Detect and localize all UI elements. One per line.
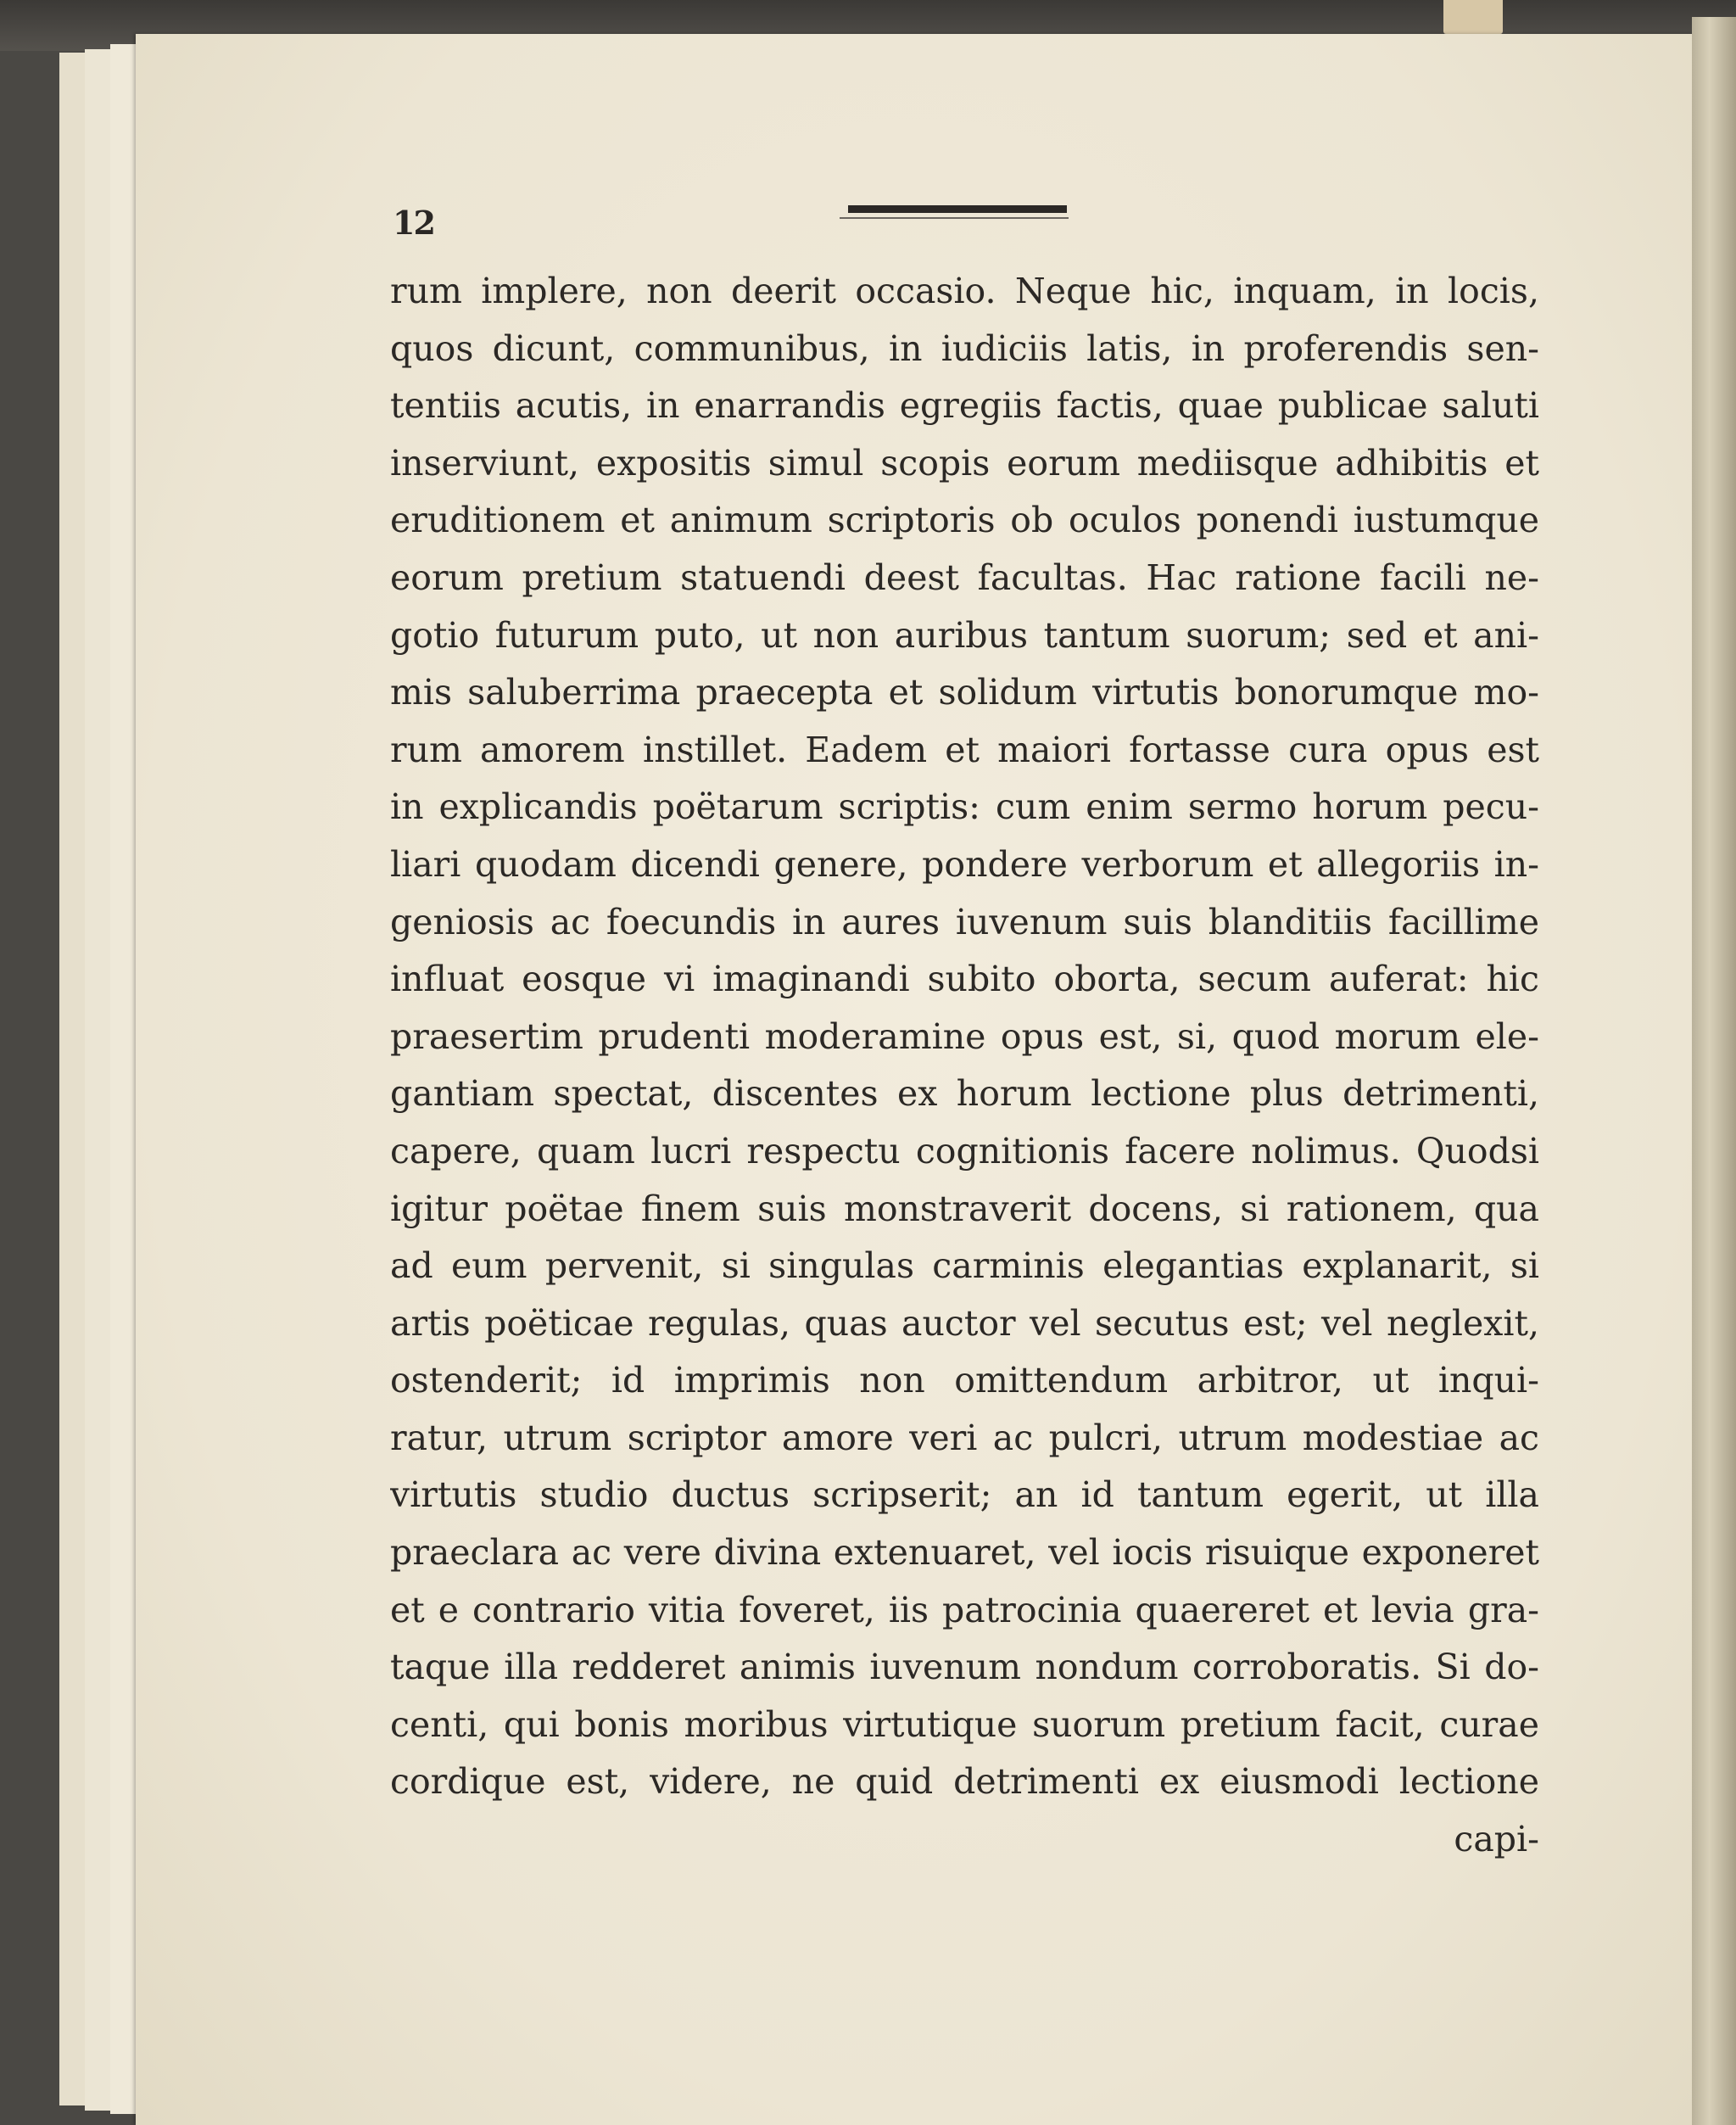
text-line: ad eum pervenit, si singulas carminis elegantias explanarit, si	[390, 1245, 1539, 1287]
paper-tab	[1443, 0, 1503, 34]
text-line: influat eosque vi imaginandi subito oborta, secum auferat: hic	[390, 959, 1539, 1000]
text-line: eorum pretium statuendi deest facultas. Hac ratione facili ne-	[390, 556, 1539, 598]
text-line: geniosis ac foecundis in aures iuvenum suis blanditiis facillime	[390, 901, 1539, 942]
text-line: centi, qui bonis moribus virtutique suorum pretium facit, curae	[390, 1703, 1539, 1745]
text-line: praeclara ac vere divina extenuaret, vel iocis risuique exponeret	[390, 1532, 1539, 1574]
text-line: rum amorem instillet. Eadem et maiori fortasse cura opus est	[390, 729, 1539, 770]
text-line: quos dicunt, communibus, in iudiciis latis, in proferendis sen-	[390, 327, 1539, 369]
text-line: cordique est, videre, ne quid detrimenti ex eiusmodi lectione	[390, 1761, 1539, 1803]
text-line: virtutis studio ductus scripserit; an id tantum egerit, ut illa	[390, 1474, 1539, 1516]
text-line: inserviunt, expositis simul scopis eorum mediisque adhibitis et	[390, 442, 1539, 484]
facing-page-edge	[1692, 17, 1736, 2125]
header-rule-thin	[840, 217, 1069, 219]
text-line: liari quodam dicendi genere, pondere verborum et allegoriis in-	[390, 843, 1539, 885]
text-line: tentiis acutis, in enarrandis egregiis factis, quae publicae saluti	[390, 385, 1539, 427]
text-line: igitur poëtae finem suis monstraverit docens, si rationem, qua	[390, 1188, 1539, 1229]
page-number: 12	[393, 204, 434, 242]
text-line: et e contrario vitia foveret, iis patrocinia quaereret et levia gra-	[390, 1589, 1539, 1630]
body-text	[390, 263, 1539, 1869]
catchword: capi-	[1454, 1819, 1539, 1860]
text-line: capere, quam lucri respectu cognitionis facere nolimus. Quodsi	[390, 1130, 1539, 1172]
text-line: taque illa redderet animis iuvenum nondum corroboratis. Si do-	[390, 1647, 1539, 1688]
text-line: ratur, utrum scriptor amore veri ac pulcri, utrum modestiae ac	[390, 1417, 1539, 1458]
text-line: in explicandis poëtarum scriptis: cum enim sermo horum pecu-	[390, 786, 1539, 828]
text-line: rum implere, non deerit occasio. Neque hic, inquam, in locis,	[390, 271, 1539, 311]
text-line: eruditionem et animum scriptoris ob oculos ponendi iustumque	[390, 500, 1539, 541]
text-line: ostenderit; id imprimis non omittendum arbitror, ut inqui-	[390, 1360, 1539, 1401]
text-line: mis saluberrima praecepta et solidum virtutis bonorumque mo-	[390, 672, 1539, 713]
header-rule	[848, 205, 1067, 213]
text-line: gotio futurum puto, ut non auribus tantum suorum; sed et ani-	[390, 614, 1539, 656]
text-line: praesertim prudenti moderamine opus est, si, quod morum ele-	[390, 1015, 1539, 1057]
text-line: artis poëticae regulas, quas auctor vel secutus est; vel neglexit,	[390, 1302, 1539, 1344]
text-line: gantiam spectat, discentes ex horum lectione plus detrimenti,	[390, 1073, 1539, 1115]
